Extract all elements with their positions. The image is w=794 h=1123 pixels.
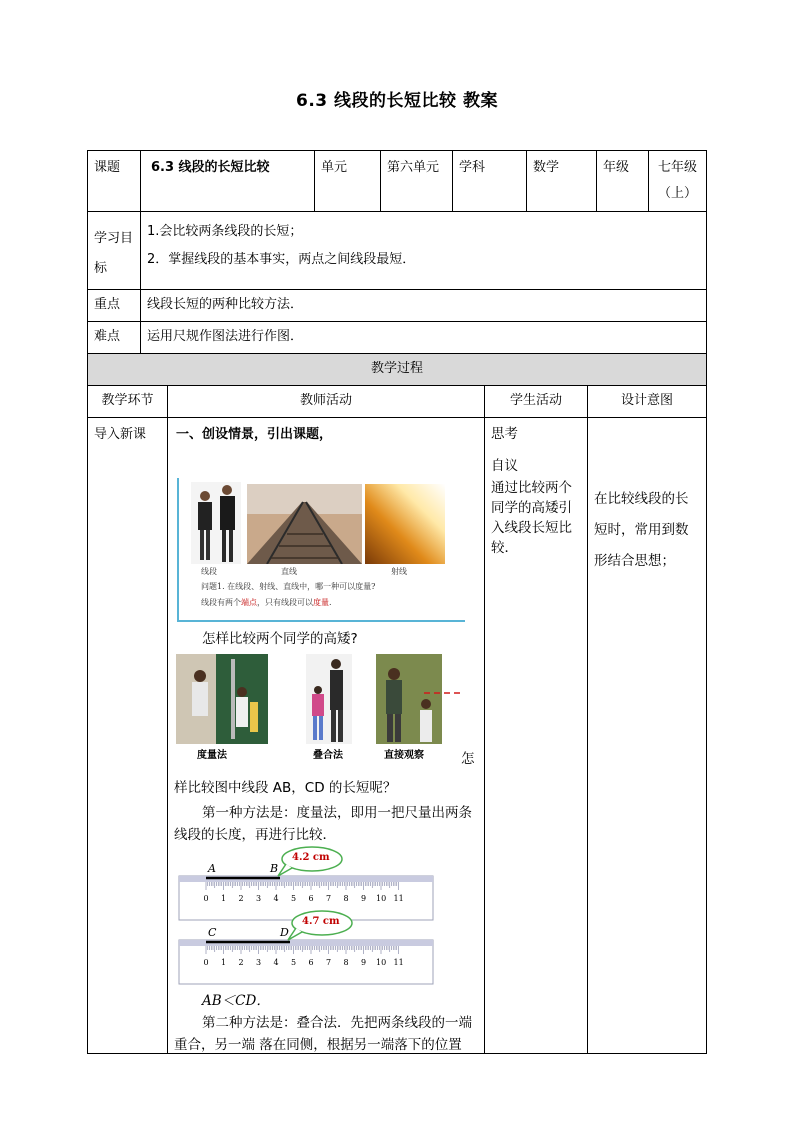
ruler-tick-label: 11 (393, 958, 404, 967)
ruler-tick-label: 1 (221, 958, 227, 967)
conclusion: AB＜CD． (202, 993, 270, 1009)
ruler-tick-label: 6 (308, 958, 314, 967)
caption-ray: 射线 (391, 567, 407, 576)
objective-2: 2．掌握线段的基本事实，两点之间线段最短． (147, 252, 416, 267)
ruler-tick-label: 7 (326, 894, 332, 903)
col-teacher: 教师活动 (167, 385, 485, 418)
caption-overlap: 叠合法 (313, 750, 343, 761)
caption-segment: 线段 (201, 567, 217, 576)
label-objectives: 学习目标 (87, 211, 141, 290)
ruler-tick-label: 1 (221, 894, 227, 903)
label-key-points: 重点 (87, 289, 141, 322)
compare-question-tail: 怎 (461, 751, 475, 767)
method-one: 第一种方法是：度量法，即用一把尺量出两条线段的长度，再进行比较． (174, 805, 472, 843)
caption-direct: 直接观察 (384, 750, 424, 761)
dashed-red-line (424, 690, 464, 696)
photo-measure (176, 654, 268, 744)
ruler-2-measure: 4.7 cm (302, 916, 340, 927)
ruler-2-point-c: C (208, 926, 217, 939)
col-stage: 教学环节 (87, 385, 168, 418)
people-image (191, 482, 241, 564)
label-topic: 课题 (87, 150, 141, 212)
ruler-2-labels (178, 958, 436, 970)
document-title: 6.3 线段的长短比较 教案 (296, 91, 498, 111)
stage-cell: 导入新课 (87, 417, 168, 1054)
ruler-tick-label: 9 (361, 958, 367, 967)
topic-value: 6.3 线段的长短比较 (140, 150, 315, 212)
ruler-tick-label: 10 (376, 958, 387, 967)
ruler-tick-label: 5 (291, 894, 297, 903)
ruler-2-point-d: D (280, 926, 289, 939)
design-intent-cell (587, 417, 707, 1054)
ruler-tick-label: 6 (308, 894, 314, 903)
ruler-tick-label: 2 (238, 958, 244, 967)
compare-question: 样比较图中线段 AB，CD 的长短呢？ (174, 780, 397, 796)
objective-1: 1.会比较两条线段的长短； (147, 224, 303, 239)
label-subject: 学科 (452, 150, 527, 212)
figure-line-types (177, 478, 465, 622)
ruler-tick-label: 0 (203, 894, 209, 903)
ruler-tick-label: 2 (238, 894, 244, 903)
caption-measure: 度量法 (197, 750, 227, 761)
ruler-tick-label: 5 (291, 958, 297, 967)
ray-image (365, 484, 445, 564)
method-two: 第二种方法是：叠合法．先把两条线段的一端重合，另一端 落在同侧，根据另一端落下的位置 (174, 1015, 472, 1053)
label-unit: 单元 (314, 150, 381, 212)
figure-question: 问题1. 在线段、射线、直线中，哪一种可以度量? (201, 582, 376, 591)
col-student: 学生活动 (484, 385, 588, 418)
student-think: 思考 (491, 426, 518, 442)
design-intent-text: 在比较线段的长短时，常用到数形结合思想； (594, 491, 689, 569)
ruler-tick-label: 9 (361, 894, 367, 903)
photo-overlap (306, 654, 352, 744)
caption-line: 直线 (281, 567, 297, 576)
label-difficulties: 难点 (87, 321, 141, 354)
ruler-tick-label: 4 (273, 894, 279, 903)
ruler-1-measure: 4.2 cm (292, 852, 330, 863)
student-intro: 通过比较两个同学的高矮引入线段长短比较． (491, 480, 572, 556)
key-points-text: 线段长短的两种比较方法． (140, 289, 707, 322)
ruler-tick-label: 0 (203, 958, 209, 967)
ruler-tick-label: 3 (256, 958, 262, 967)
unit-value: 第六单元 (380, 150, 453, 212)
ruler-tick-label: 4 (273, 958, 279, 967)
process-header: 教学过程 (87, 353, 707, 386)
ruler-tick-label: 10 (376, 894, 387, 903)
col-intent: 设计意图 (587, 385, 707, 418)
grade-value: 七年级（上） (648, 150, 707, 212)
height-question: 怎样比较两个同学的高矮? (202, 631, 358, 647)
label-grade: 年级 (596, 150, 649, 212)
ruler-1-labels (178, 894, 436, 906)
teacher-heading: 一、创设情景，引出课题， (176, 427, 333, 442)
ruler-tick-label: 3 (256, 894, 262, 903)
subject-value: 数学 (526, 150, 597, 212)
ruler-1-point-a: A (208, 862, 216, 875)
ruler-tick-label: 11 (393, 894, 404, 903)
ruler-tick-label: 7 (326, 958, 332, 967)
ruler-figure-2 (178, 910, 436, 986)
figure-answer: 线段有两个端点，只有线段可以度量. (201, 598, 332, 607)
photo-direct (376, 654, 442, 744)
ruler-1-point-b: B (270, 862, 279, 875)
ruler-tick-label: 8 (343, 958, 349, 967)
student-discuss: 自议 (491, 458, 518, 474)
ruler-tick-label: 8 (343, 894, 349, 903)
objectives-content (140, 211, 707, 290)
difficulties-text: 运用尺规作图法进行作图． (140, 321, 707, 354)
student-activity-cell (484, 417, 588, 1054)
railway-image (247, 484, 362, 564)
